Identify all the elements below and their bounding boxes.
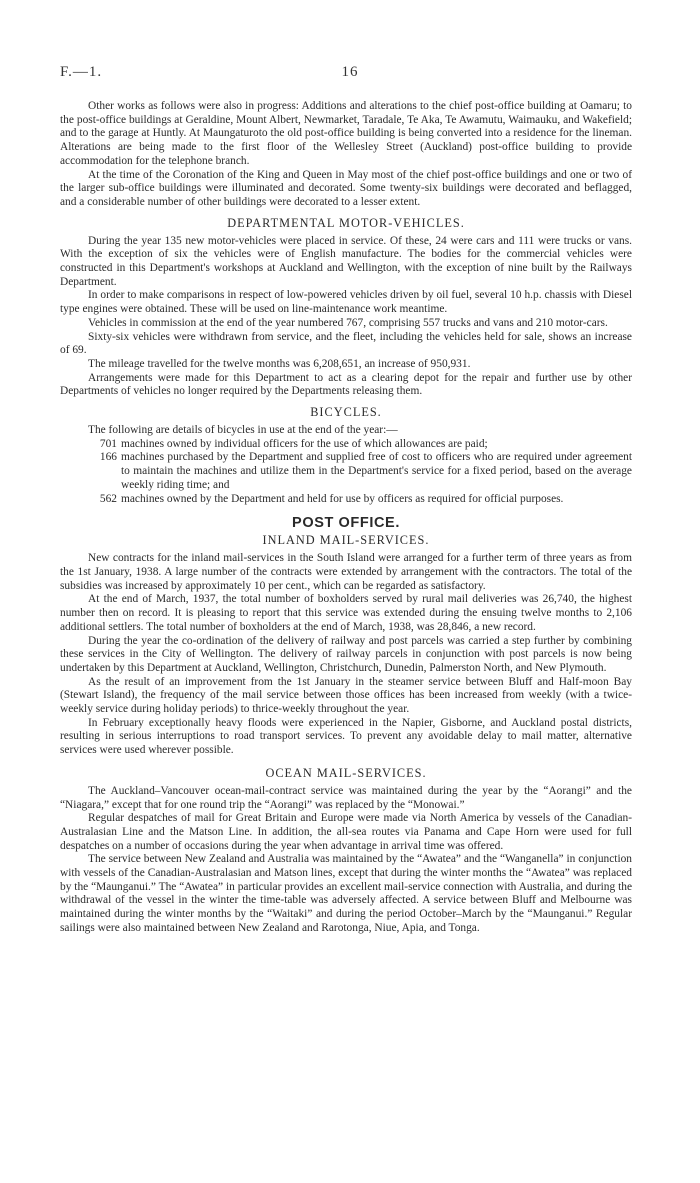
section-heading-bicycles: BICYCLES. [310, 405, 382, 420]
paragraph: New contracts for the inland mail-services in the South Island were arranged for a further term of three years as from the 1st January, 1938. A large number of the contracts were extended by arrangement with the contractors. The total of the subsidies was increased by approximately 10 per cent., which can be regarded as satisfactory. [60, 552, 632, 592]
list-item [60, 438, 632, 452]
document-body [60, 100, 632, 936]
paragraph: In February exceptionally heavy floods were experienced in the Napier, Gisborne, and Auckland postal districts, resulting in serious interruptions to road transport services. To prevent any avoidable delay to mail matter, alternative services were used wherever possible. [60, 716, 632, 757]
list-item-text: machines purchased by the Department and supplied free of cost to officers who are required under agreement to maintain the machines and utilize them in the Department's service for a fixed period, based on the average weekly riding time; and [121, 451, 632, 491]
paragraph: Other works as follows were also in progress: Additions and alterations to the chief post-office building at Oamaru; to the post-office buildings at Geraldine, Mount Albert, Newmarket, Taradale, Te Aka, Te Awamutu, Waimauku, and Wakefield; and to the garage at Huntly. At Maungaturoto the old post-office building is being converted into a residence for the lineman. Alterations are being made to the first floor of the Wellesley Street (Auckland) post-office building to provide accommodation for the telephone branch. [60, 100, 632, 167]
paragraph: The Auckland–Vancouver ocean-mail-contract service was maintained during the year by the “Aorangi” and the “Niagara,” except that for one round trip the “Aorangi” was replaced by the “Monowai.” [60, 784, 632, 811]
paragraph: Sixty-six vehicles were withdrawn from service, and the fleet, including the vehicles held for sale, shows an increase of 69. [60, 330, 632, 357]
section-heading-ocean-mail: OCEAN MAIL-SERVICES. [265, 765, 427, 780]
paragraph: Regular despatches of mail for Great Britain and Europe were made via North America by vessels of the Canadian-Australasian Line and the Matson Line. In addition, the all-sea routes via Panama and Cape Horn were used for full despatches on a number of occasions during the year when advantage in arrival time was offered. [60, 812, 632, 852]
paragraph: The service between New Zealand and Australia was maintained by the “Awatea” and the “Wanganella” in conjunction with vessels of the Canadian-Australasian and Matson lines, except that during the winter months the “Awatea” was replaced by the “Maunganui.” The “Awatea” in particular provides an excellent mail-service connection with Australia, and during the withdrawal of the vessel in the winter the time-table was adversely affected. A service between Bluff and Melbourne was maintained during the winter months by the “Waitaki” and during the period October–March by the “Maunganui.” Regular sailings were also maintained between New Zealand and Rarotonga, Niue, Apia, and Tonga. [60, 853, 632, 934]
paragraph: Vehicles in commission at the end of the year numbered 767, comprising 557 trucks and vans and 210 motor-cars. [88, 316, 608, 329]
main-heading-post-office: POST OFFICE. [292, 515, 400, 532]
section-heading-motor-vehicles: DEPARTMENTAL MOTOR-VEHICLES. [227, 215, 465, 230]
list-item-text: machines owned by individual officers for the use of which allowances are paid; [121, 437, 488, 450]
paragraph: During the year the co-ordination of the delivery of railway and post parcels was carried a step further by combining these services in the City of Wellington. The delivery of railway parcels in conjunction with post parcels is now being undertaken by this Department at Auckland, Wellington, Christchurch, Dunedin, Palmerston North, and New Plymouth. [60, 634, 632, 674]
paragraph: At the end of March, 1937, the total number of boxholders served by rural mail deliveries was 26,740, the highest number then on record. It is pleasing to report that this service was extended during the ensuing twelve months to 2,106 additional settlers. The total number of boxholders at the end of March, 1938, was 28,846, a new record. [60, 593, 632, 633]
bicycle-list [60, 438, 632, 507]
list-item-number: 701 [99, 437, 117, 450]
list-item [60, 451, 632, 492]
paragraph: In order to make comparisons in respect of low-powered vehicles driven by oil fuel, several 10 h.p. chassis with Diesel type engines were obtained. These will be used on line-maintenance work meantime. [60, 289, 632, 316]
paragraph: As the result of an improvement from the 1st January in the steamer service between Bluff and Half-moon Bay (Stewart Island), the frequency of the mail service between those offices has been increased from weekly (with a twice-weekly service during holiday periods) to thrice-weekly throughout the year. [60, 675, 632, 716]
page-number: 16 [341, 64, 359, 80]
list-item-number: 166 [99, 451, 117, 464]
list-item-text: machines owned by the Department and held for use by officers as required for official purposes. [121, 492, 564, 505]
paragraph: The mileage travelled for the twelve months was 6,208,651, an increase of 950,931. [88, 357, 471, 370]
paragraph: At the time of the Coronation of the King and Queen in May most of the chief post-office buildings and one or two of the larger sub-office buildings were illuminated and decorated. Some twenty-six buildings were decorated and beflagged, and a considerable number of other buildings were decorated to a lesser extent. [60, 168, 632, 208]
section-heading-inland-mail: INLAND MAIL-SERVICES. [262, 533, 430, 548]
page-header-ref: F.—1. [60, 64, 103, 80]
list-item-number: 562 [99, 492, 117, 505]
paragraph: During the year 135 new motor-vehicles were placed in service. Of these, 24 were cars and 111 were trucks or vans. With the exception of six the vehicles were of English manufacture. The bodies for the commercial vehicles were constructed in this Department's workshops at Auckland and Wellington, with the exception of nine built by the Railways Department. [60, 234, 632, 288]
paragraph: Arrangements were made for this Department to act as a clearing depot for the repair and further use by other Departments of vehicles no longer required by the Departments releasing them. [60, 371, 632, 398]
paragraph: The following are details of bicycles in use at the end of the year:— [88, 424, 398, 437]
list-item [60, 493, 632, 507]
